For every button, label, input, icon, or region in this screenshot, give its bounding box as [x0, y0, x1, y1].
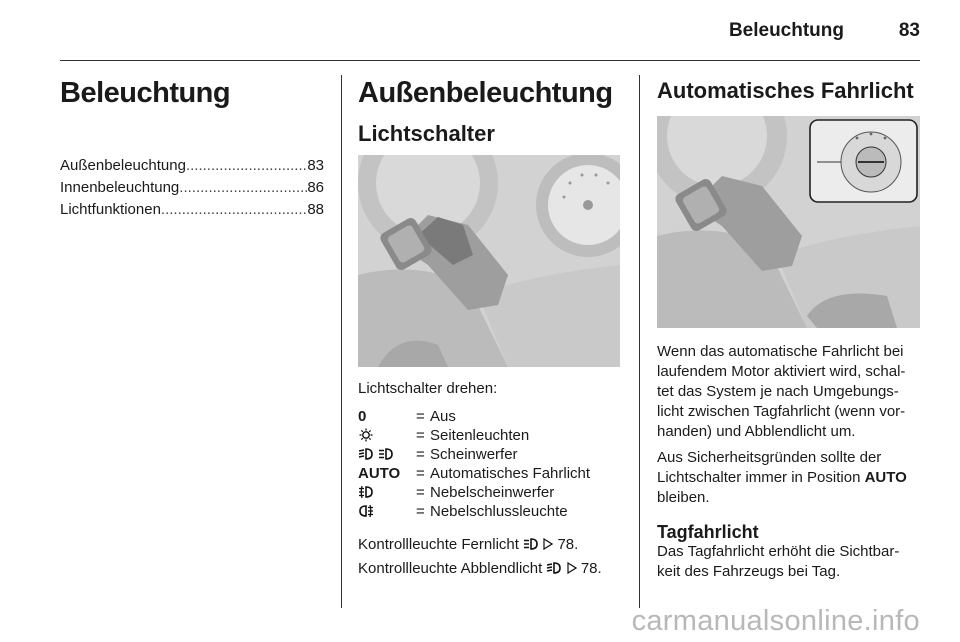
automatic-light-description: Wenn das automatische Fahrlicht bei laufendem Motor aktiviert wird, schal-tet das System je nach Umgebungs-licht zwischen Tagfahrlicht (wenn vor-handen) und Abblendlicht um. — [657, 343, 906, 440]
toc-entry-page: 86 — [307, 179, 324, 196]
legend-row — [358, 502, 620, 521]
instruction-text: Lichtschalter drehen: — [358, 380, 498, 397]
safety-note: Aus Sicherheitsgründen sollte der Lichtschalter immer in Position AUTO bleiben. — [657, 449, 907, 506]
legend-text: Scheinwerfer — [430, 446, 518, 463]
switch-position-legend — [358, 407, 620, 521]
legend-row — [358, 426, 620, 445]
light-switch-illustration — [358, 155, 620, 367]
legend-equals: = — [416, 446, 425, 463]
legend-symbol: 0 — [358, 408, 367, 425]
page-number: 83 — [898, 20, 920, 41]
page-reference-arrow-icon — [567, 562, 577, 574]
toc-entry-page: 88 — [307, 201, 324, 218]
high-beam-icon — [523, 537, 539, 551]
toc-leader — [186, 155, 307, 177]
table-of-contents — [60, 155, 324, 221]
running-title: Beleuchtung — [728, 20, 844, 41]
watermark: carmanualsonline.info — [631, 605, 920, 637]
column-divider — [341, 75, 342, 608]
legend-symbol: AUTO — [358, 465, 401, 482]
legend-text: Nebelschlussleuchte — [430, 503, 568, 520]
subsection-heading: Tagfahrlicht — [657, 522, 759, 542]
toc-entry-label: Außenbeleuchtung — [60, 157, 186, 174]
legend-text: Aus — [430, 408, 456, 425]
legend-equals: = — [416, 484, 425, 501]
automatic-light-column — [657, 70, 920, 582]
section-heading: Automatisches Fahrlicht — [657, 78, 914, 103]
toc-entry-label: Lichtfunktionen — [60, 201, 161, 218]
chapter-heading: Beleuchtung — [60, 77, 231, 109]
legend-row — [358, 483, 620, 502]
legend-equals: = — [416, 503, 425, 520]
toc-leader — [179, 177, 307, 199]
legend-text: Nebelscheinwerfer — [430, 484, 555, 501]
toc-entry-page: 83 — [307, 157, 324, 174]
reference-page[interactable]: 78. — [580, 560, 602, 577]
page-header — [60, 0, 920, 61]
high-beam-reference: Kontrollleuchte Fernlicht 78. — [358, 536, 579, 553]
toc-entry-label: Innenbeleuchtung — [60, 179, 180, 196]
legend-equals: = — [416, 465, 425, 482]
legend-equals: = — [416, 427, 425, 444]
reference-page[interactable]: 78. — [557, 536, 579, 553]
column-divider — [639, 75, 640, 608]
section-heading: Außenbeleuchtung — [358, 77, 613, 109]
subsection-heading: Lichtschalter — [358, 121, 495, 146]
toc-entry[interactable] — [60, 177, 324, 199]
toc-entry[interactable] — [60, 199, 324, 221]
exterior-lighting-column — [358, 70, 620, 579]
legend-text: Seitenleuchten — [430, 427, 530, 444]
low-beam-reference: Kontrollleuchte Abblendlicht 78. — [358, 560, 602, 577]
daytime-light-description: Das Tagfahrlicht erhöht die Sichtbar-keit des Fahrzeugs bei Tag. — [657, 543, 900, 580]
rear-fog-icon — [358, 504, 374, 518]
page-reference-arrow-icon — [543, 538, 553, 550]
toc-entry[interactable] — [60, 155, 324, 177]
front-fog-icon — [358, 485, 374, 499]
automatic-light-illustration — [657, 116, 920, 328]
high-beam-icon — [378, 447, 394, 461]
low-beam-icon — [358, 447, 374, 461]
legend-text: Automatisches Fahrlicht — [430, 465, 591, 482]
legend-row — [358, 445, 620, 464]
legend-equals: = — [416, 408, 425, 425]
legend-row — [358, 464, 620, 483]
low-beam-icon — [546, 561, 562, 575]
toc-leader — [161, 199, 307, 221]
auto-position-label: AUTO — [864, 469, 907, 486]
legend-row — [358, 407, 620, 426]
parking-light-icon — [358, 428, 374, 442]
chapter-column — [60, 70, 324, 221]
